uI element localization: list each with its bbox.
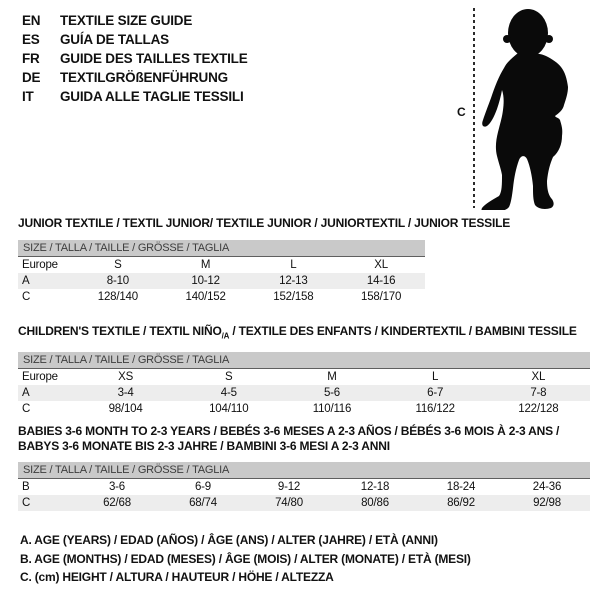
row-label: C bbox=[22, 497, 31, 509]
section-junior bbox=[18, 216, 511, 305]
footnote-legend bbox=[20, 531, 471, 587]
column-header: Europe bbox=[22, 259, 58, 271]
language-code: IT bbox=[22, 89, 34, 104]
size-cell: 7-8 bbox=[530, 387, 547, 400]
footnote-b: B. AGE (MONTHS) / EDAD (MESES) / ÂGE (MOIS) / ALTER (MONATE) / ETÀ (MESI) bbox=[20, 551, 471, 566]
language-code: DE bbox=[22, 70, 41, 85]
size-cell: 8-10 bbox=[106, 275, 129, 287]
babies-size-table bbox=[18, 479, 590, 511]
column-header: L bbox=[432, 371, 439, 384]
column-header: S bbox=[225, 371, 233, 384]
size-cell: 80/86 bbox=[361, 497, 389, 509]
section-children bbox=[18, 324, 590, 417]
size-cell: 3-6 bbox=[108, 481, 126, 493]
section-heading-line2: BABYS 3-6 MONATE BIS 2-3 JAHRE / BAMBINI 3-6 MESI A 2-3 ANNI bbox=[18, 439, 390, 453]
column-header: XL bbox=[374, 259, 388, 271]
size-cell: 6-9 bbox=[194, 481, 212, 493]
column-header: Europe bbox=[22, 371, 58, 384]
heading-text: / TEXTILE DES ENFANTS / KINDERTEXTIL / BAMBINI TESSILE bbox=[229, 324, 577, 338]
size-cell: 104/110 bbox=[209, 403, 249, 416]
language-code: EN bbox=[22, 13, 41, 28]
row-label: A bbox=[22, 387, 30, 400]
column-header: XL bbox=[531, 371, 546, 384]
table-header-row bbox=[18, 369, 590, 385]
size-header-bar: SIZE / TALLA / TAILLE / GRÖSSE / TAGLIA bbox=[18, 352, 590, 369]
size-cell: 24-36 bbox=[532, 481, 562, 493]
size-cell: 152/158 bbox=[273, 291, 314, 303]
column-header: L bbox=[290, 259, 297, 271]
size-cell: 4-5 bbox=[220, 387, 237, 400]
size-cell: 6-7 bbox=[427, 387, 444, 400]
language-row-it bbox=[22, 87, 248, 106]
size-cell: 3-4 bbox=[117, 387, 134, 400]
language-title: TEXTILE SIZE GUIDE bbox=[60, 13, 193, 28]
footnote-a: A. AGE (YEARS) / EDAD (AÑOS) / ÂGE (ANS) / ALTER (JAHRE) / ETÀ (ANNI) bbox=[20, 533, 438, 547]
language-code: ES bbox=[22, 32, 40, 47]
table-row bbox=[18, 273, 425, 289]
size-cell: 9-12 bbox=[277, 481, 301, 493]
size-cell: 116/122 bbox=[415, 403, 455, 416]
size-cell: 10-12 bbox=[191, 275, 220, 287]
column-header: S bbox=[114, 259, 122, 271]
size-cell: 110/116 bbox=[312, 403, 352, 416]
table-row bbox=[18, 401, 590, 417]
size-cell: 12-18 bbox=[360, 481, 390, 493]
language-title: GUIDE DES TAILLES TEXTILE bbox=[60, 51, 248, 66]
size-cell: 98/104 bbox=[108, 403, 143, 416]
heading-text: CHILDREN'S TEXTILE / TEXTIL NIÑO bbox=[18, 324, 222, 338]
language-title: GUIDA ALLE TAGLIE TESSILI bbox=[60, 89, 244, 104]
size-cell: 68/74 bbox=[189, 497, 217, 509]
dashed-measure-line bbox=[473, 8, 475, 208]
table-row bbox=[18, 385, 590, 401]
size-header-bar: SIZE / TALLA / TAILLE / GRÖSSE / TAGLIA bbox=[18, 462, 590, 479]
language-row-de bbox=[22, 68, 248, 87]
language-title: GUÍA DE TALLAS bbox=[60, 32, 169, 47]
size-header-bar: SIZE / TALLA / TAILLE / GRÖSSE / TAGLIA bbox=[18, 240, 425, 257]
language-title: TEXTILGRÖßENFÜHRUNG bbox=[60, 70, 228, 85]
heading-subscript: /A bbox=[221, 331, 230, 341]
size-cell: 74/80 bbox=[275, 497, 303, 509]
section-heading: BABIES 3-6 MONTH TO 2-3 YEARS / BEBÉS 3-6 MESES A 2-3 AÑOS / BÉBÉS 3-6 MOIS À 2-3 ANS / bbox=[18, 424, 560, 438]
table-row bbox=[18, 289, 425, 305]
size-cell: 12-13 bbox=[279, 275, 308, 287]
section-heading: JUNIOR TEXTILE / TEXTIL JUNIOR/ TEXTILE JUNIOR / JUNIORTEXTIL / JUNIOR TESSILE bbox=[18, 216, 511, 230]
section-heading bbox=[18, 324, 590, 343]
column-header: M bbox=[200, 259, 211, 271]
table-row bbox=[18, 495, 590, 511]
row-label: C bbox=[22, 291, 31, 303]
language-row-es bbox=[22, 30, 248, 49]
row-label: B bbox=[22, 481, 30, 493]
language-code: FR bbox=[22, 51, 40, 66]
column-header: XS bbox=[118, 371, 134, 384]
column-header: M bbox=[327, 371, 337, 384]
size-cell: 18-24 bbox=[446, 481, 476, 493]
language-row-en bbox=[22, 11, 248, 30]
size-cell: 158/170 bbox=[361, 291, 402, 303]
size-cell: 5-6 bbox=[323, 387, 340, 400]
size-cell: 92/98 bbox=[533, 497, 561, 509]
footnote-c: C. (cm) HEIGHT / ALTURA / HAUTEUR / HÖHE / ALTEZZA bbox=[20, 570, 334, 584]
row-label: A bbox=[22, 275, 30, 287]
size-cell: 122/128 bbox=[518, 403, 559, 416]
size-cell: 14-16 bbox=[366, 275, 396, 287]
size-cell: 140/152 bbox=[185, 291, 226, 303]
language-row-fr bbox=[22, 49, 248, 68]
children-size-table bbox=[18, 369, 590, 417]
measure-label-c: C bbox=[457, 105, 466, 119]
size-cell: 128/140 bbox=[97, 291, 138, 303]
language-title-list bbox=[22, 11, 248, 106]
table-row bbox=[18, 479, 590, 495]
baby-silhouette bbox=[480, 6, 570, 210]
size-cell: 86/92 bbox=[447, 497, 475, 509]
table-header-row bbox=[18, 257, 425, 273]
row-label: C bbox=[22, 403, 31, 416]
size-cell: 62/68 bbox=[103, 497, 131, 509]
junior-size-table bbox=[18, 257, 425, 305]
section-babies bbox=[18, 424, 590, 511]
